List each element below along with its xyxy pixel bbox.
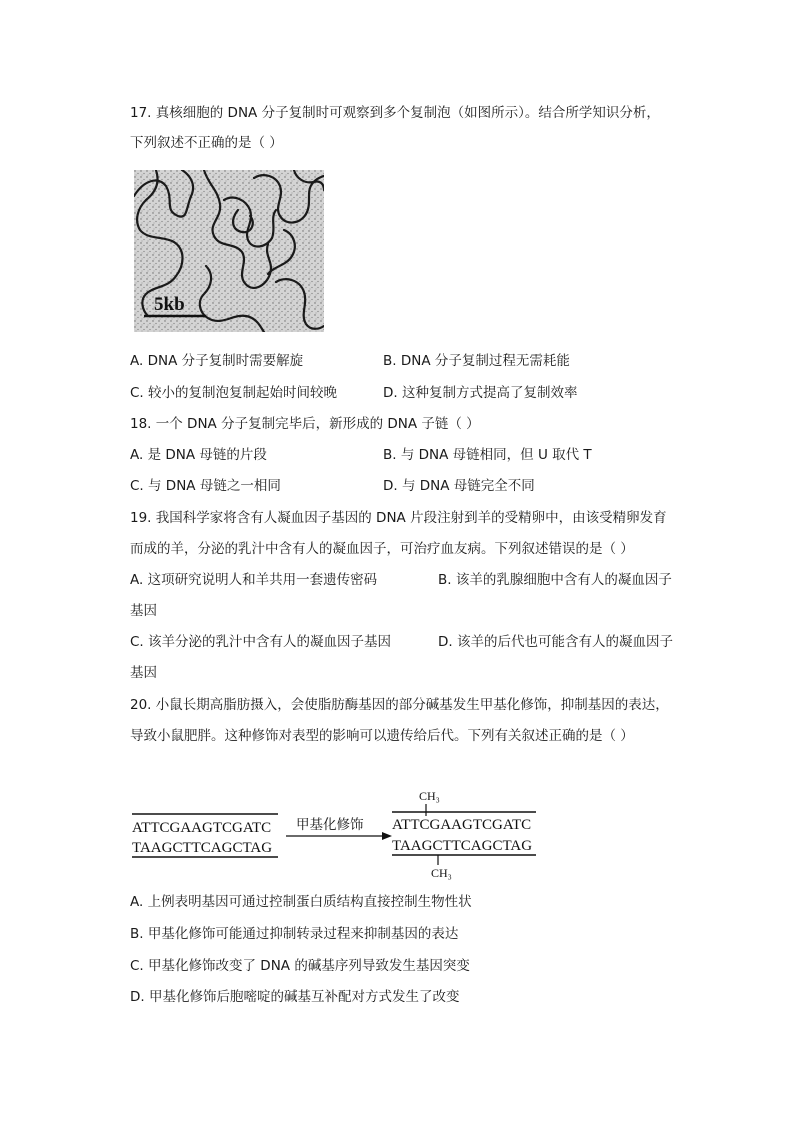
q19-option-b-line2[interactable]: 基因 — [130, 603, 157, 619]
methylation-diagram — [126, 784, 546, 884]
q20-option-d[interactable]: D. 甲基化修饰后胞嘧啶的碱基互补配对方式发生了改变 — [130, 989, 460, 1005]
q20-stem-line1: 20. 小鼠长期高脂肪摄入，会使脂肪酶基因的部分碱基发生甲基化修饰，抑制基因的表达， — [130, 697, 669, 713]
q17-option-b[interactable]: B. DNA 分子复制过程无需耗能 — [383, 353, 570, 369]
q17-option-a[interactable]: A. DNA 分子复制时需要解旋 — [130, 353, 304, 369]
q17-option-d[interactable]: D. 这种复制方式提高了复制效率 — [383, 385, 578, 401]
q19-option-a[interactable]: A. 这项研究说明人和羊共用一套遗传密码 — [130, 572, 378, 588]
methyl-top-label: CH₃ — [419, 789, 440, 803]
q19-option-d-line1[interactable]: D. 该羊的后代也可能含有人的凝血因子 — [438, 634, 673, 650]
q17-stem-line1: 17. 真核细胞的 DNA 分子复制时可观察到多个复制泡（如图所示）。结合所学知识分析， — [130, 105, 660, 121]
q18-stem: 18. 一个 DNA 分子复制完毕后，新形成的 DNA 子链（ ） — [130, 416, 480, 432]
q18-option-b[interactable]: B. 与 DNA 母链相同，但 U 取代 T — [383, 447, 592, 463]
q17-option-c[interactable]: C. 较小的复制泡复制起始时间较晚 — [130, 385, 338, 401]
q19-option-c[interactable]: C. 该羊分泌的乳汁中含有人的凝血因子基因 — [130, 634, 392, 650]
q20-option-c[interactable]: C. 甲基化修饰改变了 DNA 的碱基序列导致发生基因突变 — [130, 958, 470, 974]
replication-bubble-micrograph — [134, 170, 324, 332]
q20-stem-line2: 导致小鼠肥胖。这种修饰对表型的影响可以遗传给后代。下列有关叙述正确的是（ ） — [130, 728, 634, 744]
scale-bar-label: 5kb — [154, 294, 185, 315]
q18-option-a[interactable]: A. 是 DNA 母链的片段 — [130, 447, 267, 463]
left-top-strand: ATTCGAAGTCGATC — [132, 820, 272, 836]
arrow-label: 甲基化修饰 — [296, 817, 364, 833]
right-bottom-strand: TAAGCTTCAGCTAG — [392, 838, 533, 854]
q18-option-d[interactable]: D. 与 DNA 母链完全不同 — [383, 478, 535, 494]
methyl-bottom-label: CH₃ — [431, 866, 452, 880]
arrow-head — [382, 832, 392, 840]
q19-stem-line2: 而成的羊，分泌的乳汁中含有人的凝血因子，可治疗血友病。下列叙述错误的是（ ） — [130, 541, 634, 557]
q17-stem-line2: 下列叙述不正确的是（ ） — [130, 135, 283, 151]
q20-option-a[interactable]: A. 上例表明基因可通过控制蛋白质结构直接控制生物性状 — [130, 894, 472, 910]
q20-option-b[interactable]: B. 甲基化修饰可能通过抑制转录过程来抑制基因的表达 — [130, 926, 459, 942]
q18-option-c[interactable]: C. 与 DNA 母链之一相同 — [130, 478, 281, 494]
right-top-strand: ATTCGAAGTCGATC — [392, 817, 532, 833]
left-bottom-strand: TAAGCTTCAGCTAG — [132, 840, 273, 856]
q19-option-b-line1[interactable]: B. 该羊的乳腺细胞中含有人的凝血因子 — [438, 572, 672, 588]
q19-stem-line1: 19. 我国科学家将含有人凝血因子基因的 DNA 片段注射到羊的受精卵中，由该受精卵发育 — [130, 510, 667, 526]
q19-option-d-line2[interactable]: 基因 — [130, 665, 157, 681]
